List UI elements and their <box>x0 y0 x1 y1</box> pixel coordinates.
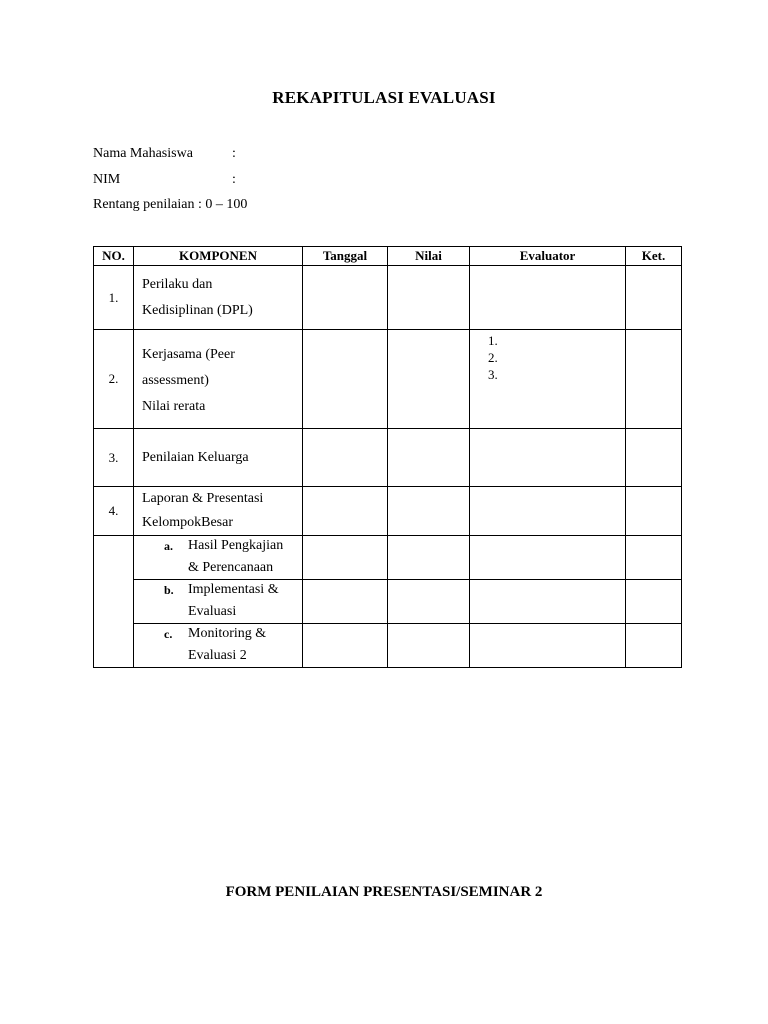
component-cell <box>134 330 303 429</box>
component-line: Perilaku dan <box>142 277 213 292</box>
table-row <box>94 330 682 429</box>
date-cell[interactable] <box>303 624 388 668</box>
notes-cell[interactable] <box>626 536 682 580</box>
table-subrow <box>94 536 682 580</box>
nim-separator: : <box>232 172 236 187</box>
subcomponent-line: & Perencanaan <box>188 560 274 575</box>
header-score: Nilai <box>388 247 470 266</box>
component-line: Kedisiplinan (DPL) <box>142 303 253 318</box>
evaluator-cell[interactable] <box>470 487 626 536</box>
subcomponent-cell <box>134 536 303 580</box>
table-row <box>94 429 682 487</box>
header-component: KOMPONEN <box>134 247 303 266</box>
row-number: 4. <box>94 487 134 536</box>
nim-line <box>93 172 236 188</box>
subcomponent-line: Monitoring & <box>188 626 267 641</box>
component-line: KelompokBesar <box>142 515 233 530</box>
nim-label: NIM <box>93 172 121 187</box>
component-line: Penilaian Keluarga <box>142 449 249 465</box>
subcomponent-line: Implementasi & <box>188 582 279 597</box>
subcomponent-line: Evaluasi 2 <box>188 648 247 663</box>
evaluator-cell[interactable] <box>470 624 626 668</box>
notes-cell[interactable] <box>626 487 682 536</box>
date-cell[interactable] <box>303 266 388 330</box>
table-subrow <box>94 580 682 624</box>
score-cell[interactable] <box>388 487 470 536</box>
table-row <box>94 487 682 536</box>
evaluator-cell[interactable] <box>470 266 626 330</box>
component-line: Kerjasama (Peer <box>142 347 235 362</box>
evaluator-item: 3. <box>488 367 498 382</box>
notes-cell[interactable] <box>626 429 682 487</box>
subcomponent-line: Hasil Pengkajian <box>188 538 284 553</box>
score-cell[interactable] <box>388 624 470 668</box>
footer-form-title: FORM PENILAIAN PRESENTASI/SEMINAR 2 <box>225 884 543 900</box>
score-cell[interactable] <box>388 536 470 580</box>
component-cell <box>134 266 303 330</box>
row-number: 3. <box>94 429 134 487</box>
header-no: NO. <box>94 247 134 266</box>
evaluation-table <box>93 246 682 668</box>
component-line: Laporan & Presentasi <box>142 491 264 506</box>
notes-cell[interactable] <box>626 330 682 429</box>
score-cell[interactable] <box>388 330 470 429</box>
subcomponent-letter: b. <box>164 583 174 597</box>
component-line: Nilai rerata <box>142 399 206 414</box>
subcomponent-letter: c. <box>164 627 173 641</box>
component-cell <box>134 487 303 536</box>
document-title: REKAPITULASI EVALUASI <box>272 88 496 107</box>
evaluator-cell[interactable] <box>470 429 626 487</box>
subcomponent-cell <box>134 624 303 668</box>
date-cell[interactable] <box>303 429 388 487</box>
header-date: Tanggal <box>303 247 388 266</box>
score-cell[interactable] <box>388 580 470 624</box>
table-subrow <box>94 624 682 668</box>
notes-cell[interactable] <box>626 580 682 624</box>
table-header-row <box>94 247 682 266</box>
score-cell[interactable] <box>388 429 470 487</box>
header-notes: Ket. <box>626 247 682 266</box>
header-evaluator: Evaluator <box>470 247 626 266</box>
score-range-line: Rentang penilaian : 0 – 100 <box>93 197 248 212</box>
notes-cell[interactable] <box>626 624 682 668</box>
date-cell[interactable] <box>303 330 388 429</box>
evaluator-cell[interactable] <box>470 580 626 624</box>
subrow-number-cell <box>94 536 134 668</box>
subcomponent-cell <box>134 580 303 624</box>
row-number: 1. <box>94 266 134 330</box>
date-cell[interactable] <box>303 487 388 536</box>
evaluator-item: 2. <box>488 350 498 365</box>
component-cell <box>134 429 303 487</box>
notes-cell[interactable] <box>626 266 682 330</box>
student-name-line <box>93 146 236 162</box>
score-cell[interactable] <box>388 266 470 330</box>
subcomponent-letter: a. <box>164 539 173 553</box>
evaluator-item: 1. <box>488 333 498 348</box>
student-name-separator: : <box>232 146 236 161</box>
row-number: 2. <box>94 330 134 429</box>
table-row <box>94 266 682 330</box>
date-cell[interactable] <box>303 580 388 624</box>
evaluator-list-cell[interactable] <box>470 330 626 429</box>
date-cell[interactable] <box>303 536 388 580</box>
student-name-label: Nama Mahasiswa <box>93 146 193 161</box>
evaluator-cell[interactable] <box>470 536 626 580</box>
component-line: assessment) <box>142 373 209 388</box>
subcomponent-line: Evaluasi <box>188 604 237 619</box>
